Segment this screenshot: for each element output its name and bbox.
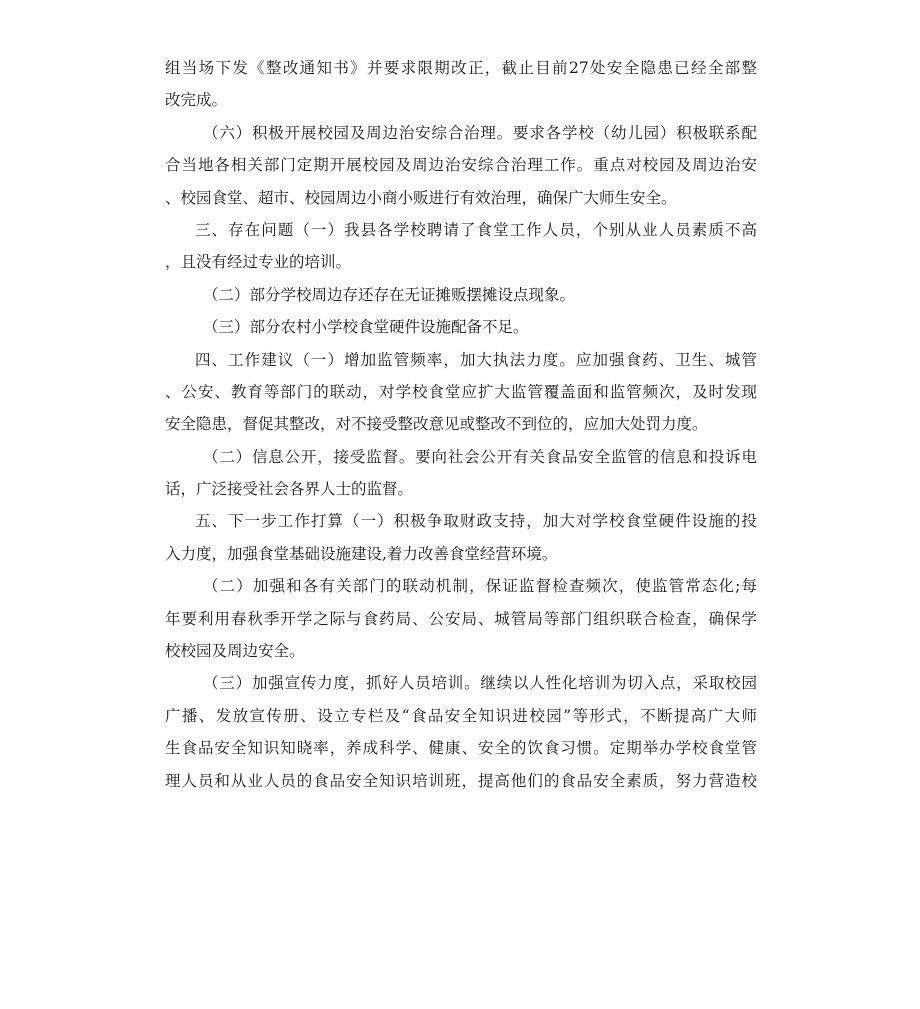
text-line: 、校园食堂、超市、校园周边小商小贩进行有效治理，确保广大师生安全。 <box>165 188 677 207</box>
text-line: 合当地各相关部门定期开展校园及周边治安综合治理工作。重点对校园及周边治安 <box>165 156 757 175</box>
text-line: 四、工作建议（一）增加监管频率，加大执法力度。应加强食药、卫生、城管 <box>195 350 757 369</box>
text-line: 改完成。 <box>165 91 228 110</box>
text-line: 入力度，加强食堂基础设施建设,着力改善食堂经营环境。 <box>165 544 558 563</box>
text-line: 广播、发放宣传册、设立专栏及“食品安全知识进校园”等形式，不断提高广大师 <box>165 706 757 725</box>
text-line: ，且没有经过专业的培训。 <box>165 253 352 272</box>
text-line: 理人员和从业人员的食品安全知识培训班，提高他们的食品安全素质，努力营造校 <box>165 771 757 790</box>
text-line: 话，广泛接受社会各界人士的监督。 <box>165 480 414 499</box>
document-body <box>165 52 757 797</box>
text-line: 年要利用春秋季开学之际与食药局、公安局、城管局等部门组织联合检查，确保学 <box>165 609 757 628</box>
text-line: 三、存在问题（一）我县各学校聘请了食堂工作人员，个别从业人员素质不高 <box>195 220 757 239</box>
text-line: （二）信息公开，接受监督。要向社会公开有关食品安全监管的信息和投诉电 <box>203 447 757 466</box>
text-line: 五、下一步工作打算（一）积极争取财政支持，加大对学校食堂硬件设施的投 <box>195 512 757 531</box>
text-line: （二）加强和各有关部门的联动机制，保证监督检查频次，使监管常态化;每 <box>203 577 757 596</box>
text-line: （六）积极开展校园及周边治安综合治理。要求各学校（幼儿园）积极联系配 <box>203 123 757 142</box>
text-line: 、公安、教育等部门的联动，对学校食堂应扩大监管覆盖面和监管频次，及时发现 <box>165 382 757 401</box>
text-line: （二）部分学校周边存还存在无证摊贩摆摊设点现象。 <box>203 285 576 304</box>
text-line: （三）加强宣传力度，抓好人员培训。继续以人性化培训为切入点，采取校园 <box>203 674 757 693</box>
text-line: 生食品安全知识知晓率，养成科学、健康、安全的饮食习惯。定期举办学校食堂管 <box>165 739 757 758</box>
text-line: 组当场下发《整改通知书》并要求限期改正，截止目前27处安全隐患已经全部整 <box>165 59 757 77</box>
text-line: 安全隐患，督促其整改，对不接受整改意见或整改不到位的，应加大处罚力度。 <box>165 415 708 434</box>
text-line: （三）部分农村小学校食堂硬件设施配备不足。 <box>203 318 529 337</box>
text-line: 校校园及周边安全。 <box>165 642 305 661</box>
